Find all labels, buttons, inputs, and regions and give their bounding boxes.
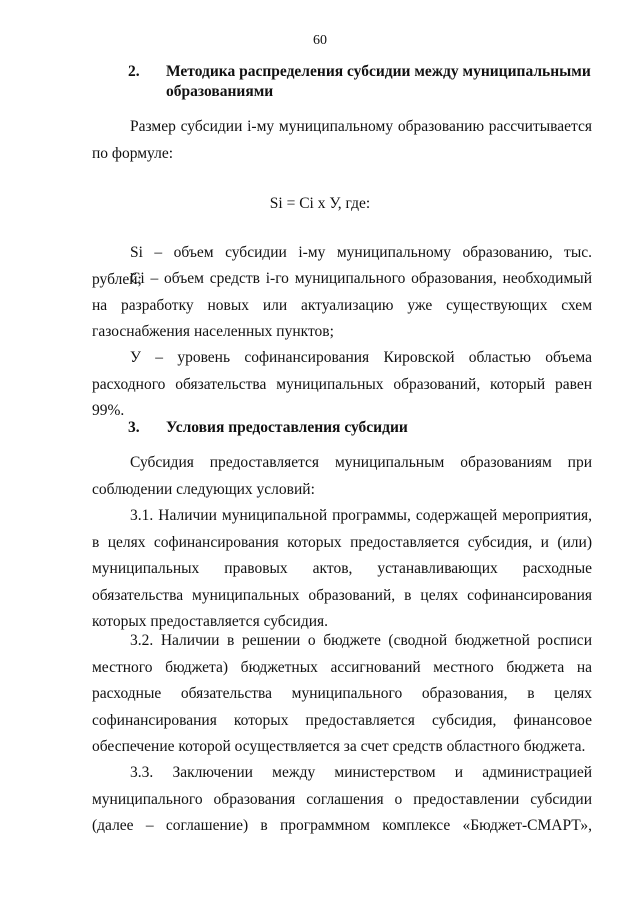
definition-c: Ci – объем средств i-го муниципального образования, необходимый на разработку новых или актуализацию уже существующих схем газоснабжения населенных пунктов; [92,270,592,340]
formula [0,195,640,213]
condition-3-2: 3.2. Наличии в решении о бюджете (сводной бюджетной росписи местного бюджета) бюджетных ассигнований местного бюджета на расходные обязательства муниципального образования, в целях софинансирования которых предоставляется субсидия, финансовое обеспечение которой осуществляется за счет средств областного бюджета. [92,632,592,755]
section-2-intro: Размер субсидии i-му муниципальному образованию рассчитывается по формуле: [92,118,592,162]
condition-3-1: 3.1. Наличии муниципальной программы, содержащей мероприятия, в целях софинансирования которых предоставляется субсидия, и (или) муниципальных правовых актов, устанавливающих расходные обязательства муниципальных образований, в целях софинансирования которых предоставляется субсидия. [92,507,592,630]
section-2-title: Методика распределения субсидии между муниципальными образованиями [166,63,591,100]
section-2-number: 2. [128,63,140,80]
definition-s: Si – объем субсидии i-му муниципальному образованию, тыс. рублей; [92,244,592,288]
formula-text: Si = Ci x У, где: [269,195,371,212]
section-3-number: 3. [128,419,140,436]
section-3-intro: Субсидия предоставляется муниципальным образованиям при соблюдении следующих условий: [92,454,592,498]
page-number: 60 [313,33,327,48]
section-3-title: Условия предоставления субсидии [166,419,408,436]
condition-3-3: 3.3. Заключении между министерством и администрацией муниципального образования соглашения о предоставлении субсидии (далее – соглашение) в программном комплексе «Бюджет-СМАРТ», [92,764,592,834]
definition-y: У – уровень софинансирования Кировской областью объема расходного обязательства муниципальных образований, который равен 99%. [92,349,592,419]
section-2-heading [128,62,598,102]
section-3-heading [128,418,598,438]
